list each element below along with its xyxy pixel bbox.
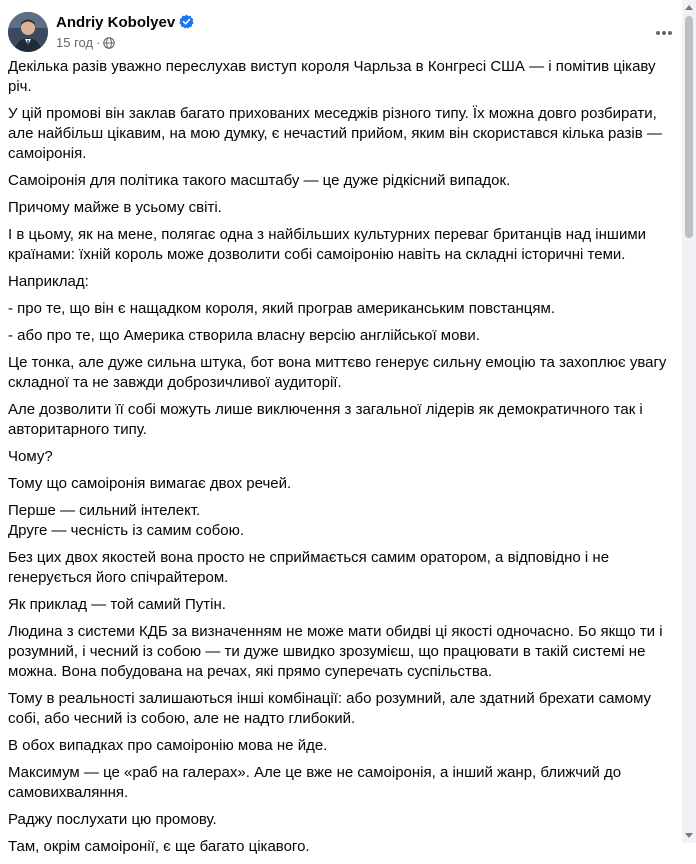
post-paragraph: Самоіронія для політика такого масштабу — це дуже рідкісний випадок. (8, 172, 511, 189)
post-paragraph: Раджу послухати цю промову. (8, 811, 217, 828)
post-paragraph: Там, окрім самоіронії, є ще багато цікавого. (8, 838, 310, 855)
scroll-down-arrow-icon[interactable] (685, 833, 693, 838)
post-meta (56, 35, 115, 52)
post-paragraph: Декілька разів уважно переслухав виступ короля Чарльза в Конгресі США — і помітив цікаву річ. (8, 58, 656, 95)
author-name-text[interactable]: Andriy Kobolyev (56, 14, 176, 31)
post-paragraph: Наприклад: (8, 273, 89, 290)
post-paragraph: Тому що самоіронія вимагає двох речей. (8, 475, 292, 492)
post-paragraph: Як приклад — той самий Путін. (8, 596, 226, 613)
post-paragraph: В обох випадках про самоіронію мова не йде. (8, 737, 328, 754)
post-paragraph: - або про те, що Америка створила власну версію англійської мови. (8, 327, 480, 344)
meta-separator: · (96, 35, 101, 50)
post-paragraph: - про те, що він є нащадком короля, який програв американським повстанцям. (8, 300, 555, 317)
scroll-up-arrow-icon[interactable] (685, 5, 693, 10)
post-paragraph: Перше — сильний інтелект. (8, 502, 201, 519)
verified-badge-icon (179, 14, 194, 33)
post-paragraph: Чому? (8, 448, 53, 465)
author-name[interactable] (56, 14, 194, 33)
more-horizontal-icon (655, 23, 673, 41)
post-paragraph: Друге — чесність із самим собою. (8, 522, 245, 539)
more-options-button[interactable] (650, 18, 678, 46)
post-paragraph: Але дозволити її собі можуть лише виключення з загальної лідерів як демократичного так і авторитарного типу. (8, 401, 643, 438)
scrollbar-thumb[interactable] (685, 16, 693, 238)
post-paragraph: Причому майже в усьому світі. (8, 199, 222, 216)
vertical-scrollbar[interactable] (682, 0, 696, 843)
post-paragraph: Це тонка, але дуже сильна штука, бот вона миттєво генерує сильну емоцію та захоплює увагу складної та не завжди доброзичливої аудиторії. (8, 354, 667, 391)
author-avatar[interactable] (8, 12, 48, 52)
post-paragraph: Людина з системи КДБ за визначенням не може мати обидві ці якості одночасно. Бо якщо ти і розумний, і чесний із собою — ти дуже швидко зрозумієш, що працювати в такій системі не можна. Вона побудована на речах, які прямо суперечать суспільства. (8, 623, 663, 680)
post-paragraph: Максимум — це «раб на галерах». Але це вже не самоіронія, а інший жанр, ближчий до самовихваляння. (8, 764, 622, 801)
post-body (8, 57, 680, 864)
post-timestamp[interactable]: 15 год (56, 35, 94, 50)
post-header (8, 12, 678, 56)
post-paragraph: І в цьому, як на мене, полягає одна з найбільших культурних переваг британців над іншими країнами: їхній король може дозволити собі самоіронію навіть на складні історичні теми. (8, 226, 647, 263)
post-paragraph: Без цих двох якостей вона просто не сприймається самим оратором, а відповідно і не генерується його спічрайтером. (8, 549, 610, 586)
globe-icon[interactable] (103, 37, 115, 52)
post-paragraph: У цій промові він заклав багато прихованих меседжів різного типу. Їх можна довго розбирати, але найбільш цікавим, на мою думку, є нечастий прийом, яким він скористався кілька разів — самоіронія. (8, 105, 662, 162)
post-paragraph: Тому в реальності залишаються інші комбінації: або розумний, але здатний брехати самому собі, або чесний із собою, але не надто глибокий. (8, 690, 652, 727)
